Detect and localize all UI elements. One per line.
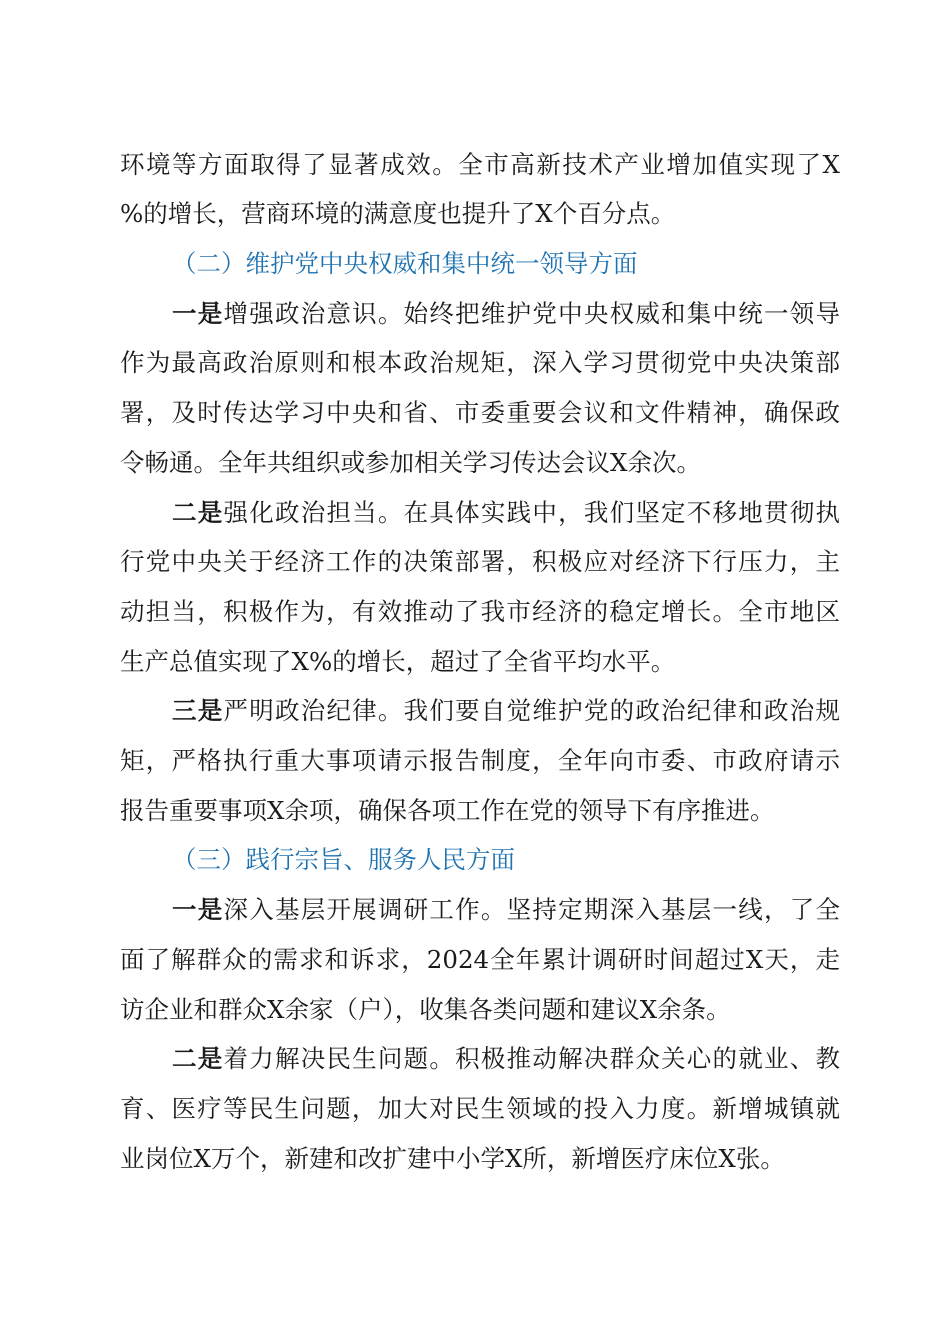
paragraph-line: 署，及时传达学习中央和省、市委重要会议和文件精神，确保政: [120, 398, 840, 427]
paragraph-line: 一是增强政治意识。始终把维护党中央权威和集中统一领导: [172, 299, 841, 328]
paragraph-line: 生产总值实现了X%的增长，超过了全省平均水平。: [120, 647, 676, 676]
lead-label: 二是: [172, 498, 224, 527]
paragraph-line: 作为最高政治原则和根本政治规矩，深入学习贯彻党中央决策部: [120, 348, 840, 377]
paragraph-line: 育、医疗等民生问题，加大对民生领域的投入力度。新增城镇就: [120, 1094, 840, 1123]
paragraph-line: 矩，严格执行重大事项请示报告制度，全年向市委、市政府请示: [120, 746, 840, 775]
lead-label: 一是: [172, 299, 224, 328]
paragraph-line: 行党中央关于经济工作的决策部署，积极应对经济下行压力，主: [120, 547, 840, 576]
paragraph-line: 一是深入基层开展调研工作。坚持定期深入基层一线，了全: [172, 895, 841, 924]
paragraph-line: 动担当，积极作为，有效推动了我市经济的稳定增长。全市地区: [120, 597, 840, 626]
paragraph-line: %的增长，营商环境的满意度也提升了X个百分点。: [120, 199, 676, 228]
paragraph-line: 环境等方面取得了显著成效。全市高新技术产业增加值实现了X: [120, 150, 840, 179]
lead-label: 一是: [172, 895, 224, 924]
paragraph-line: 报告重要事项X余项，确保各项工作在党的领导下有序推进。: [120, 796, 775, 825]
paragraph-line: 二是强化政治担当。在具体实践中，我们坚定不移地贯彻执: [172, 498, 841, 527]
lead-label: 二是: [172, 1044, 224, 1073]
paragraph-line: 面了解群众的需求和诉求，2024全年累计调研时间超过X天，走: [120, 945, 840, 974]
section-heading: （二）维护党中央权威和集中统一领导方面: [172, 249, 638, 278]
paragraph-line: 访企业和群众X余家（户），收集各类问题和建议X余条。: [120, 995, 731, 1024]
lead-label: 三是: [172, 696, 224, 725]
section-heading: （三）践行宗旨、服务人民方面: [172, 845, 515, 874]
paragraph-line: 令畅通。全年共组织或参加相关学习传达会议X余次。: [120, 448, 701, 477]
paragraph-line: 三是严明政治纪律。我们要自觉维护党的政治纪律和政治规: [172, 696, 841, 725]
paragraph-line: 二是着力解决民生问题。积极推动解决群众关心的就业、教: [172, 1044, 841, 1073]
paragraph-line: 业岗位X万个，新建和改扩建中小学X所，新增医疗床位X张。: [120, 1144, 785, 1173]
